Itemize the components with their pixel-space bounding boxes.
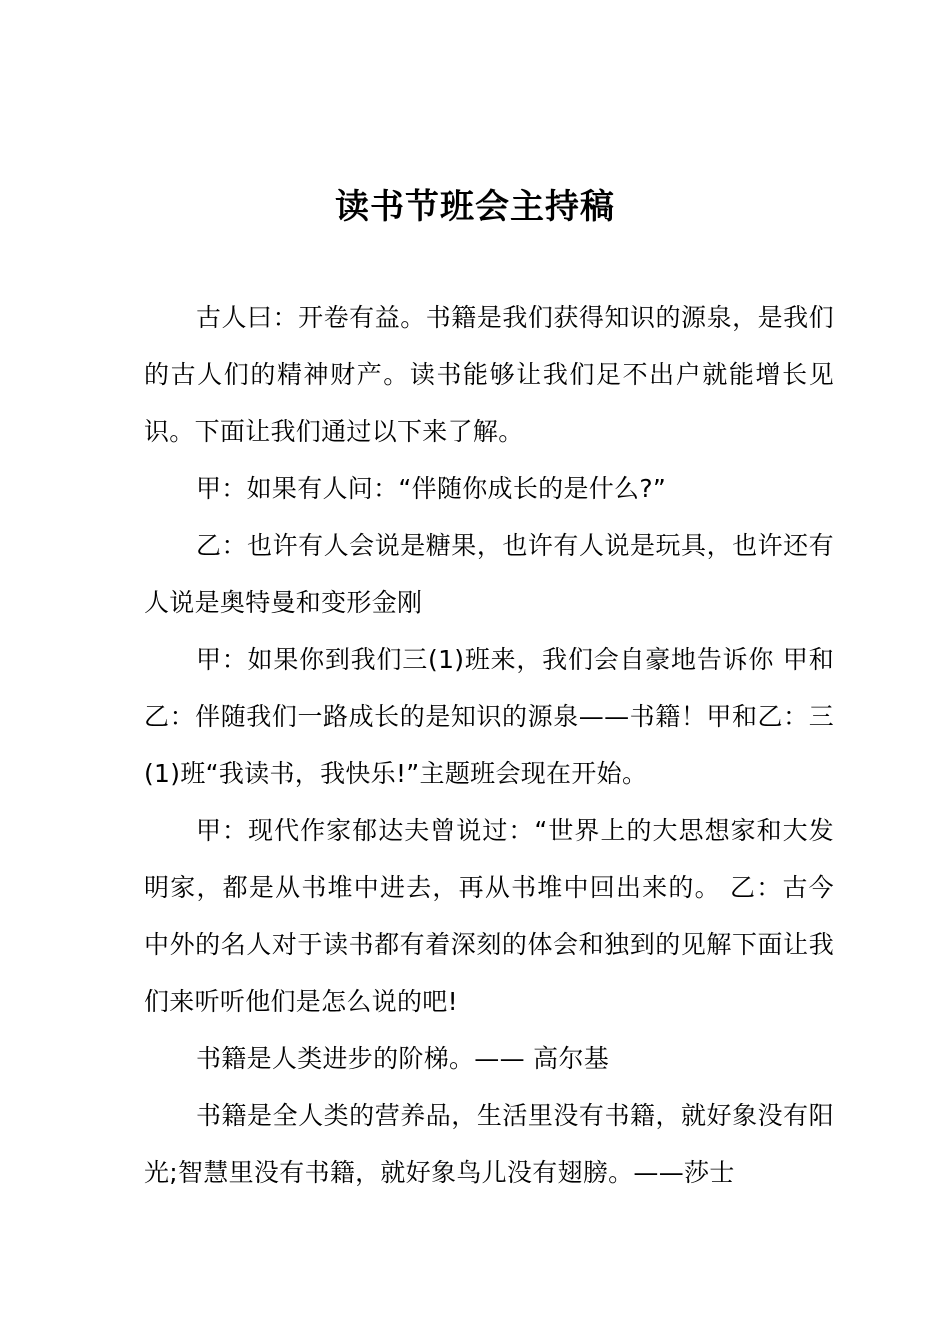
paragraph-intro: 古人曰：开卷有益。书籍是我们获得知识的源泉，是我们的古人们的精神财产。读书能够让我们足不出户就能增长见识。下面让我们通过以下来了解。 [144,303,834,446]
document-title: 读书节班会主持稿 [335,186,615,227]
document-body [144,289,834,1201]
paragraph-jia-question: 甲：如果有人问：“伴随你成长的是什么?” [196,474,667,503]
paragraph-shakespeare-quote: 书籍是全人类的营养品，生活里没有书籍，就好象没有阳光;智慧里没有书籍，就好象鸟儿没有翅膀。——莎士 [144,1101,834,1187]
paragraph-jia-quote: 甲：现代作家郁达夫曾说过：“世界上的大思想家和大发明家，都是从书堆中进去，再从书堆中回出来的。 乙：古今中外的名人对于读书都有着深刻的体会和独到的见解下面让我们来听听他们是怎么说的吧! [144,816,834,1016]
paragraph-jia-class: 甲：如果你到我们三(1)班来，我们会自豪地告诉你 甲和乙：伴随我们一路成长的是知识的源泉——书籍！甲和乙：三(1)班“我读书，我快乐!”主题班会现在开始。 [144,645,834,788]
paragraph-gorky-quote: 书籍是人类进步的阶梯。—— 高尔基 [196,1044,610,1073]
paragraph-yi-answer: 乙：也许有人会说是糖果，也许有人说是玩具，也许还有人说是奥特曼和变形金刚 [144,531,834,617]
